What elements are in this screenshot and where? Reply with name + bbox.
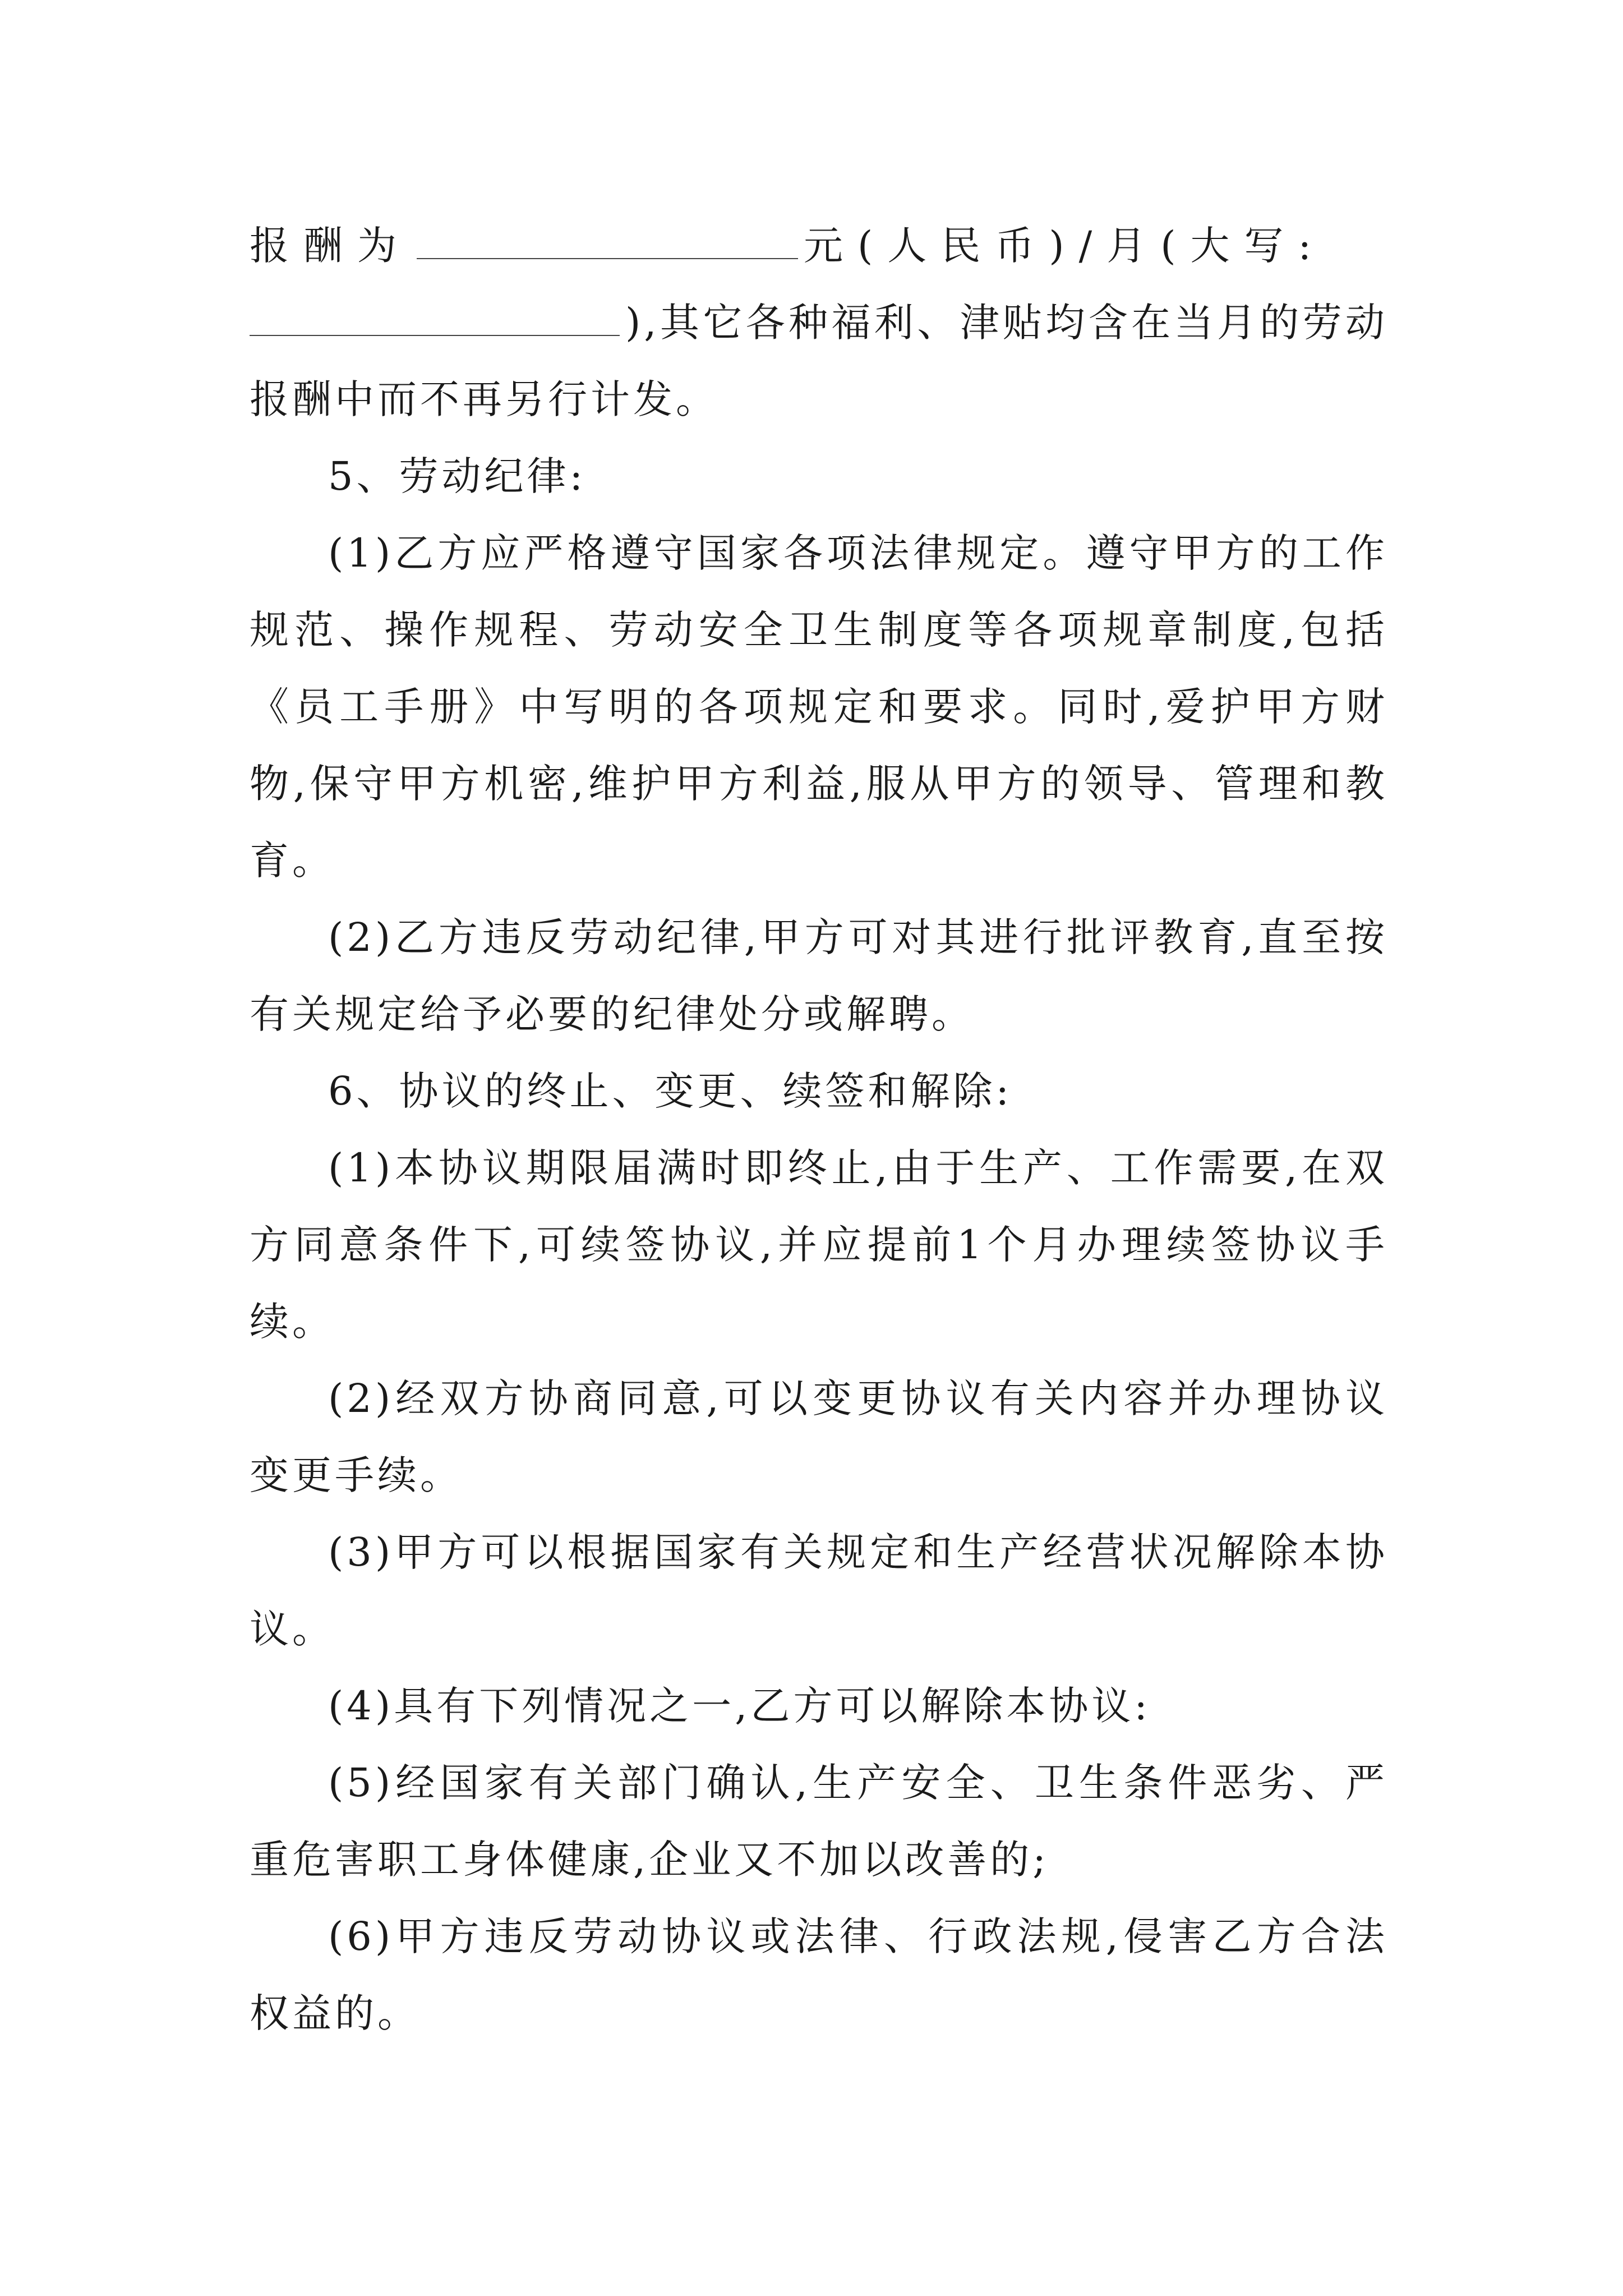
salary-amount-blank[interactable] <box>417 254 798 259</box>
section-heading-termination: 6、协议的终止、变更、续签和解除: <box>328 1068 1013 1114</box>
salary-line <box>250 208 1388 284</box>
discipline-item-2: (2)乙方违反劳动纪律,甲方可对其进行批评教育,直至按有关规定给予必要的纪律处分或解聘。 <box>250 914 1388 1037</box>
salary-uppercase-blank[interactable] <box>250 330 620 336</box>
document-body <box>250 208 1388 2052</box>
termination-item-1: (1)本协议期限届满时即终止,由于生产、工作需要,在双方同意条件下,可续签协议,并应提前1个月办理续签协议手续。 <box>250 1145 1388 1345</box>
salary-note-text: ),其它各种福利、津贴均含在当月的劳动报酬中而不再另行计发。 <box>250 300 1388 422</box>
salary-unit-text: 元(人民币)/月(大写: <box>804 223 1326 269</box>
termination-item-4: (4)具有下列情况之一,乙方可以解除本协议: <box>328 1683 1151 1729</box>
discipline-item-1: (1)乙方应严格遵守国家各项法律规定。遵守甲方的工作规范、操作规程、劳动安全卫生制度等各项规章制度,包括《员工手册》中写明的各项规定和要求。同时,爱护甲方财物,保守甲方机密,维护甲方利益,服从甲方的领导、管理和教育。 <box>250 530 1388 884</box>
section-heading-discipline: 5、劳动纪律: <box>328 453 587 499</box>
termination-item-6: (6)甲方违反劳动协议或法律、行政法规,侵害乙方合法权益的。 <box>250 1913 1388 2036</box>
termination-item-5: (5)经国家有关部门确认,生产安全、卫生条件恶劣、严重危害职工身体健康,企业又不加以改善的; <box>250 1760 1388 1883</box>
salary-uppercase-line <box>250 284 1388 438</box>
salary-label: 报酬为 <box>250 223 411 269</box>
termination-item-3: (3)甲方可以根据国家有关规定和生产经营状况解除本协议。 <box>250 1529 1388 1652</box>
termination-item-2: (2)经双方协商同意,可以变更协议有关内容并办理协议变更手续。 <box>250 1375 1388 1498</box>
